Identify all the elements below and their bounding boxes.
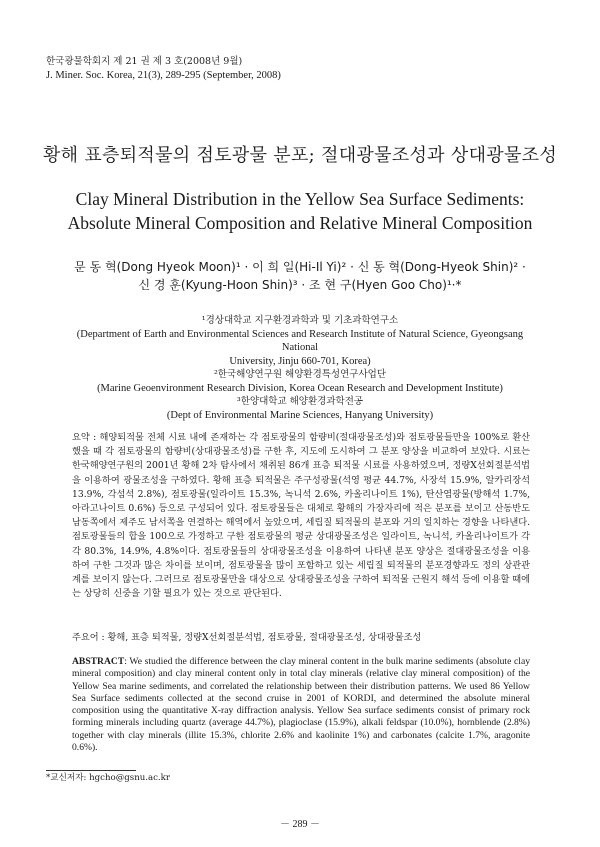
affiliation-1-korean: ¹경상대학교 지구환경과학과 및 기초과학연구소 (201, 315, 399, 326)
abstract-korean: 요약 : 해양퇴적물 전체 시료 내에 존재하는 각 점토광물의 함량비(절대광물조성)와 점토광물들만을 100%로 환산했을 때 각 점토광물의 함량비(상대광물조성)를 구한 후, 지도에 도시하여 그 분포 양상을 비교하여 보았다. 시료는 한국해양연구원의 2001년 황해 2차 탐사에서 채취된 86개 표층 퇴적물 시료를 사용하였으며, 정량X선회절분석법을 이용하여 광물조성을 구하였다. 황해 표층 퇴적물은 주구성광물(석영 평균 44.7%, 사장석 15.9%, 알카리장석 13.9%, 각섬석 2.8%), 점토광물(일라이트 15.3%, 녹니석 2.6%, 카올리나이트 1%), 탄산염광물(방해석 1.7%, 아라고나이트 0.6%) 등으로 구성되어 있다. 점토광물들은 대체로 황해의 가장자리에 적은 분포를 보이고 산동반도 남동쪽에서 제주도 남서쪽을 연결하는 해역에서 높았으며, 세립질 퇴적물의 분포와 거의 일치하는 경향을 나타낸다. 점토광물들의 합을 100으로 가정하고 구한 점토광물의 평균 상대광물조성은 일라이트, 녹니석, 카올리나이트가 각각 80.3%, 14.9%, 4.8%이다. 점토광물들의 상대광물조성을 이용하여 나타낸 분포 양상은 절대광물조성을 이용하여 구한 그것과 많은 차이를 보이며, 점토광물을 많이 포함하고 있는 세립질 퇴적물의 분포경향과도 정의 상관관계를 보이지 않는다. 그러므로 점토광물만을 대상으로 상대광물조성을 구하여 퇴적물 근원지 해석 등에 이용할 때에는 상당히 신중을 기할 필요가 있는 것으로 판단된다. (72, 432, 531, 600)
title-english-line-2: Absolute Mineral Composition and Relative Mineral Composition (67, 213, 533, 233)
journal-header-english: J. Miner. Soc. Korea, 21(3), 289-295 (September, 2008) (46, 70, 281, 81)
corresponding-author-footnote: *교신저자: hgcho@gsnu.ac.kr (46, 773, 170, 783)
affiliation-3-english: (Dept of Environmental Marine Sciences, Hanyang University) (166, 409, 434, 421)
title-korean: 황해 표층퇴적물의 점토광물 분포; 절대광물조성과 상대광물조성 (42, 145, 558, 166)
affiliation-1-english-line-2: University, Jinju 660-701, Korea) (229, 355, 371, 367)
title-english (0, 187, 600, 235)
abstract-label: ABSTRACT (72, 656, 125, 667)
abstract-english (72, 656, 530, 754)
footnote-divider (46, 770, 136, 771)
author-line-2: 신 경 훈(Kyung-Hoon Shin)³ · 조 현 구(Hyen Goo Cho)¹·* (138, 278, 462, 292)
journal-header-korean: 한국광물학회지 제 21 권 제 3 호(2008년 9월) (46, 56, 243, 67)
author-line-1: 문 동 혁(Dong Hyeok Moon)¹ · 이 희 일(Hi-Il Yi)² · 신 동 혁(Dong-Hyeok Shin)² · (74, 260, 526, 274)
affiliation-2-english: (Marine Geoenvironment Research Division, Korea Ocean Research and Development Institute) (97, 382, 503, 394)
title-english-line-1: Clay Mineral Distribution in the Yellow Sea Surface Sediments: (75, 189, 525, 209)
author-list (0, 258, 600, 294)
affiliation-2-korean: ²한국해양연구원 해양환경특성연구사업단 (213, 369, 386, 380)
affiliations (60, 314, 540, 422)
abstract-english-text: : We studied the difference between the clay mineral content in the bulk marine sediments (absolute clay mineral composition) and clay mineral content only in total clay minerals (relative clay mineral composition) of the Yellow Sea marine sediments, and correlated the relationship between their distribution patterns. We used 86 Yellow Sea Surface sediments collected at the second cruise in 2001 of KORDI, and determined the absolute mineral composition using the quantitative X-ray diffraction analysis. Yellow Sea surface sediments consist of primary rock forming minerals including quartz (average 44.7%), plagioclase (15.9%), alkali feldspar (10.0%), hornblende (2.8%) together with clay minerals (illite 15.3%, chlorite 2.6% and kaolinite 1%) and carbonates (calcite 1.7%, aragonite 0.6%). (72, 656, 530, 754)
affiliation-3-korean: ³한양대학교 해양환경과학전공 (236, 396, 364, 407)
affiliation-1-english-line-1: (Department of Earth and Environmental Sciences and Research Institute of Natural Science, Gyeongsang National (76, 328, 524, 353)
page-number: － 289 － (280, 819, 320, 830)
keywords-korean: 주요어 : 황해, 표층 퇴적물, 정량X선회절분석법, 점토광물, 절대광물조성, 상대광물조성 (72, 632, 422, 643)
